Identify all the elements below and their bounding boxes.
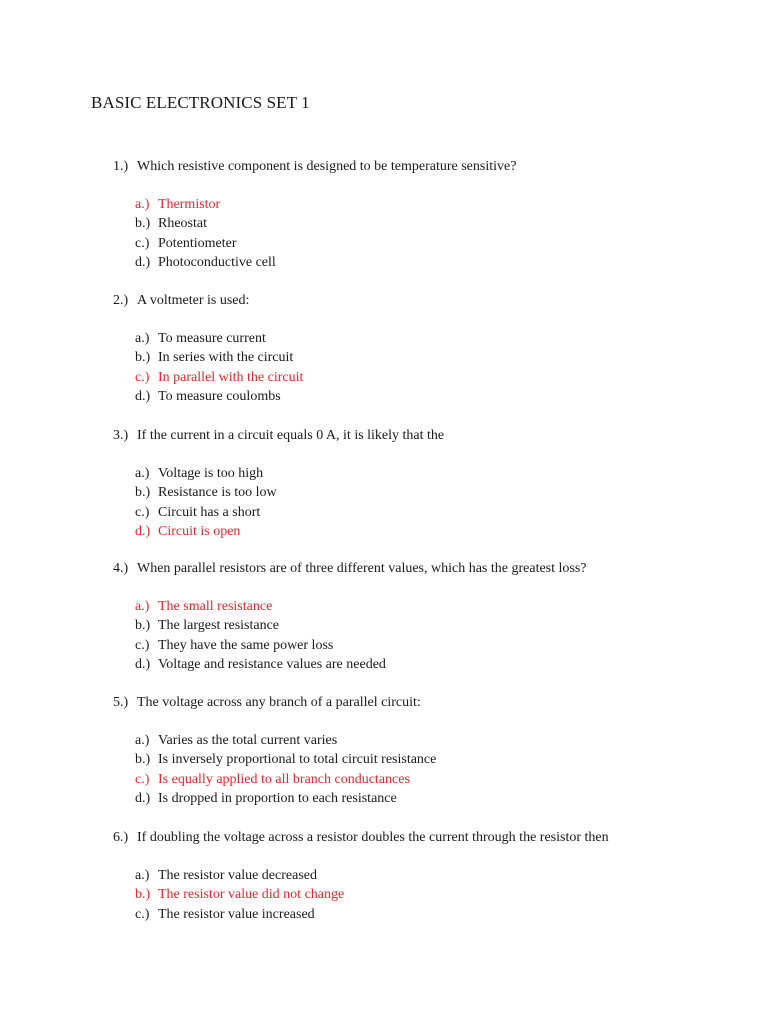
option-letter: c.) — [135, 369, 150, 385]
option-text: Resistance is too low — [158, 485, 277, 501]
option-letter: d.) — [135, 523, 151, 539]
answer-option-correct — [0, 524, 768, 543]
option-text: Photoconductive cell — [158, 254, 276, 270]
question-row — [0, 428, 768, 448]
answer-option — [0, 638, 768, 657]
answer-option — [0, 466, 768, 485]
option-text: Rheostat — [158, 216, 207, 232]
question-5 — [0, 695, 768, 810]
option-letter: a.) — [135, 599, 150, 614]
answer-options — [0, 197, 768, 274]
option-text: The small resistance — [158, 599, 273, 614]
question-row — [0, 830, 768, 850]
question-number: 2.) — [113, 293, 129, 308]
answer-options — [0, 599, 768, 676]
question-text: When parallel resistors are of three different values, which has the greatest loss? — [137, 561, 587, 576]
option-letter: b.) — [135, 485, 151, 501]
option-letter: c.) — [135, 637, 150, 653]
answer-option — [0, 236, 768, 255]
option-letter: b.) — [135, 752, 151, 768]
answer-option-correct — [0, 197, 768, 216]
question-number: 6.) — [113, 830, 129, 845]
answer-option — [0, 216, 768, 235]
option-text: The resistor value did not change — [158, 887, 345, 903]
option-letter: b.) — [135, 216, 151, 232]
option-text: In parallel with the circuit — [158, 369, 304, 385]
option-text: In series with the circuit — [158, 350, 294, 366]
answer-option — [0, 255, 768, 274]
option-letter: b.) — [135, 887, 151, 903]
option-letter: a.) — [135, 868, 150, 883]
answer-options — [0, 466, 768, 543]
question-number: 5.) — [113, 695, 129, 710]
option-text: Potentiometer — [158, 235, 237, 251]
question-text: Which resistive component is designed to be temperature sensitive? — [137, 159, 517, 174]
answer-options — [0, 733, 768, 810]
option-letter: a.) — [135, 466, 150, 481]
option-text: The largest resistance — [158, 618, 280, 634]
answer-options — [0, 868, 768, 926]
answer-options — [0, 331, 768, 408]
answer-option-correct — [0, 370, 768, 389]
answer-option — [0, 733, 768, 752]
question-4 — [0, 561, 768, 676]
option-text: To measure current — [158, 331, 266, 346]
option-letter: c.) — [135, 235, 150, 251]
option-text: Is inversely proportional to total circuit resistance — [158, 752, 437, 768]
answer-option — [0, 868, 768, 887]
answer-option — [0, 791, 768, 810]
answer-option — [0, 907, 768, 926]
question-number: 4.) — [113, 561, 129, 576]
answer-option — [0, 752, 768, 771]
option-text: Voltage and resistance values are needed — [158, 656, 386, 672]
answer-option — [0, 331, 768, 350]
option-letter: c.) — [135, 906, 150, 922]
question-row — [0, 159, 768, 179]
option-text: Is equally applied to all branch conductances — [158, 771, 410, 787]
question-text: A voltmeter is used: — [137, 293, 250, 308]
option-text: The resistor value increased — [158, 906, 315, 922]
answer-option — [0, 618, 768, 637]
question-3 — [0, 428, 768, 543]
question-text: If doubling the voltage across a resistor doubles the current through the resistor then — [137, 830, 609, 845]
answer-option — [0, 389, 768, 408]
question-row — [0, 695, 768, 715]
question-number: 3.) — [113, 428, 129, 443]
answer-option — [0, 485, 768, 504]
option-text: The resistor value decreased — [158, 868, 317, 883]
option-letter: a.) — [135, 733, 150, 748]
question-row — [0, 561, 768, 581]
option-letter: c.) — [135, 771, 150, 787]
answer-option-correct — [0, 887, 768, 906]
option-text: Varies as the total current varies — [158, 733, 338, 748]
option-text: Circuit has a short — [158, 504, 261, 520]
option-letter: b.) — [135, 350, 151, 366]
question-6 — [0, 830, 768, 926]
option-letter: d.) — [135, 790, 151, 806]
answer-option-correct — [0, 772, 768, 791]
question-row — [0, 293, 768, 313]
question-text: The voltage across any branch of a parallel circuit: — [137, 695, 421, 710]
document-title: BASIC ELECTRONICS SET 1 — [91, 93, 310, 112]
option-letter: d.) — [135, 656, 151, 672]
question-number: 1.) — [113, 159, 129, 174]
option-text: They have the same power loss — [158, 637, 334, 653]
option-letter: c.) — [135, 504, 150, 520]
option-letter: b.) — [135, 618, 151, 634]
option-text: Is dropped in proportion to each resistance — [158, 790, 397, 806]
option-letter: a.) — [135, 331, 150, 346]
question-1 — [0, 159, 768, 274]
option-text: Thermistor — [158, 197, 221, 212]
option-letter: a.) — [135, 197, 150, 212]
option-letter: d.) — [135, 254, 151, 270]
question-text: If the current in a circuit equals 0 A, it is likely that the — [137, 428, 445, 443]
answer-option-correct — [0, 599, 768, 618]
answer-option — [0, 350, 768, 369]
option-text: Voltage is too high — [158, 466, 264, 481]
answer-option — [0, 657, 768, 676]
option-text: To measure coulombs — [158, 388, 281, 404]
option-text: Circuit is open — [158, 523, 241, 539]
answer-option — [0, 505, 768, 524]
question-2 — [0, 293, 768, 408]
option-letter: d.) — [135, 388, 151, 404]
